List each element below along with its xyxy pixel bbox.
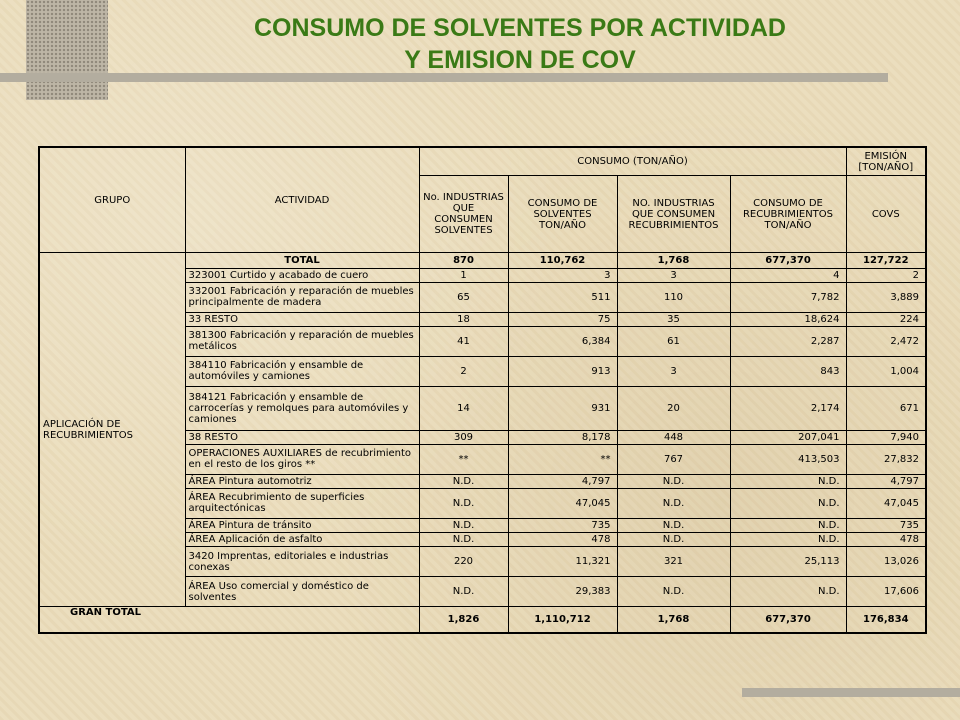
value-consumo-recub: N.D. xyxy=(730,577,846,607)
gran-total-consumo-solv: 1,110,712 xyxy=(508,606,617,633)
value-consumo-solv: 47,045 xyxy=(508,489,617,519)
header-grupo: GRUPO xyxy=(39,147,185,253)
header-no-industrias-solventes: No. INDUSTRIAS QUE CONSUMEN SOLVENTES xyxy=(419,176,508,253)
value-covs: 478 xyxy=(846,533,926,547)
value-consumo-recub: N.D. xyxy=(730,518,846,532)
total-label: TOTAL xyxy=(185,253,419,268)
value-no-ind-solv: 1 xyxy=(419,268,508,282)
value-covs: 1,004 xyxy=(846,356,926,386)
activity-cell: ÁREA Recubrimiento de superficies arquitectónicas xyxy=(185,489,419,519)
value-no-ind-recub: N.D. xyxy=(617,577,730,607)
total-no-ind-recub: 1,768 xyxy=(617,253,730,268)
value-no-ind-recub: 3 xyxy=(617,356,730,386)
value-no-ind-solv: N.D. xyxy=(419,489,508,519)
value-covs: 47,045 xyxy=(846,489,926,519)
header-consumo-solventes: CONSUMO DE SOLVENTES TON/AÑO xyxy=(508,176,617,253)
value-no-ind-solv: 65 xyxy=(419,283,508,313)
value-consumo-recub: N.D. xyxy=(730,474,846,488)
value-covs: 27,832 xyxy=(846,444,926,474)
value-consumo-solv: 511 xyxy=(508,283,617,313)
activity-cell: 38 RESTO xyxy=(185,430,419,444)
value-no-ind-solv: N.D. xyxy=(419,518,508,532)
value-covs: 13,026 xyxy=(846,547,926,577)
value-no-ind-recub: 110 xyxy=(617,283,730,313)
value-consumo-recub: 843 xyxy=(730,356,846,386)
value-no-ind-solv: 18 xyxy=(419,312,508,326)
header-actividad: ACTIVIDAD xyxy=(185,147,419,253)
value-consumo-recub: 4 xyxy=(730,268,846,282)
page-title-line2: Y EMISION DE COV xyxy=(404,46,636,74)
value-consumo-solv: 3 xyxy=(508,268,617,282)
header-consumo-recubrimientos: CONSUMO DE RECUBRIMIENTOS TON/AÑO xyxy=(730,176,846,253)
value-covs: 3,889 xyxy=(846,283,926,313)
value-no-ind-recub: N.D. xyxy=(617,518,730,532)
gran-total-label: GRAN TOTAL xyxy=(39,606,419,633)
value-covs: 671 xyxy=(846,386,926,430)
activity-cell: ÁREA Aplicación de asfalto xyxy=(185,533,419,547)
value-consumo-solv: 931 xyxy=(508,386,617,430)
value-covs: 17,606 xyxy=(846,577,926,607)
value-no-ind-solv: 220 xyxy=(419,547,508,577)
value-covs: 7,940 xyxy=(846,430,926,444)
value-no-ind-recub: N.D. xyxy=(617,533,730,547)
gran-total-consumo-recub: 677,370 xyxy=(730,606,846,633)
total-covs: 127,722 xyxy=(846,253,926,268)
value-no-ind-recub: 448 xyxy=(617,430,730,444)
value-covs: 2 xyxy=(846,268,926,282)
value-consumo-solv: 8,178 xyxy=(508,430,617,444)
value-no-ind-solv: 309 xyxy=(419,430,508,444)
value-covs: 4,797 xyxy=(846,474,926,488)
value-consumo-solv: 75 xyxy=(508,312,617,326)
value-no-ind-solv: 14 xyxy=(419,386,508,430)
activity-cell: 33 RESTO xyxy=(185,312,419,326)
header-emision-line1: EMISIÓN xyxy=(864,150,908,162)
gran-total-covs: 176,834 xyxy=(846,606,926,633)
gran-total-row xyxy=(39,606,926,633)
gran-total-no-ind-recub: 1,768 xyxy=(617,606,730,633)
value-no-ind-recub: 3 xyxy=(617,268,730,282)
value-consumo-recub: N.D. xyxy=(730,489,846,519)
value-consumo-solv: 478 xyxy=(508,533,617,547)
value-consumo-recub: N.D. xyxy=(730,533,846,547)
total-no-ind-solv: 870 xyxy=(419,253,508,268)
activity-cell: 384121 Fabricación y ensamble de carrocerías y remolques para automóviles y camiones xyxy=(185,386,419,430)
activity-cell: ÁREA Pintura de tránsito xyxy=(185,518,419,532)
header-consumo: CONSUMO (TON/AÑO) xyxy=(419,147,846,176)
value-consumo-recub: 413,503 xyxy=(730,444,846,474)
activity-cell: 3420 Imprentas, editoriales e industrias conexas xyxy=(185,547,419,577)
activity-cell: ÁREA Uso comercial y doméstico de solventes xyxy=(185,577,419,607)
value-no-ind-recub: N.D. xyxy=(617,489,730,519)
value-no-ind-recub: 767 xyxy=(617,444,730,474)
decorative-bottom-bar xyxy=(742,688,960,697)
value-consumo-solv: 11,321 xyxy=(508,547,617,577)
total-consumo-recub: 677,370 xyxy=(730,253,846,268)
value-consumo-solv: 4,797 xyxy=(508,474,617,488)
consumption-table xyxy=(38,146,927,634)
value-consumo-recub: 25,113 xyxy=(730,547,846,577)
page-title-line1: CONSUMO DE SOLVENTES POR ACTIVIDAD xyxy=(254,14,786,42)
value-covs: 2,472 xyxy=(846,327,926,357)
activity-cell: 381300 Fabricación y reparación de muebles metálicos xyxy=(185,327,419,357)
total-consumo-solv: 110,762 xyxy=(508,253,617,268)
header-emision-line2: [TON/AÑO] xyxy=(858,161,914,173)
value-consumo-recub: 207,041 xyxy=(730,430,846,444)
value-consumo-recub: 2,174 xyxy=(730,386,846,430)
value-no-ind-solv: N.D. xyxy=(419,474,508,488)
value-consumo-recub: 7,782 xyxy=(730,283,846,313)
value-no-ind-recub: 321 xyxy=(617,547,730,577)
header-emision xyxy=(846,147,926,176)
value-consumo-solv: ** xyxy=(508,444,617,474)
consumption-table-wrapper xyxy=(38,146,925,634)
total-row xyxy=(39,253,926,268)
value-consumo-solv: 29,383 xyxy=(508,577,617,607)
value-consumo-recub: 18,624 xyxy=(730,312,846,326)
value-consumo-solv: 6,384 xyxy=(508,327,617,357)
gran-total-no-ind-solv: 1,826 xyxy=(419,606,508,633)
group-label-cell: APLICACIÓN DE RECUBRIMIENTOS xyxy=(39,253,185,607)
header-covs: COVS xyxy=(846,176,926,253)
value-no-ind-recub: N.D. xyxy=(617,474,730,488)
value-no-ind-solv: 41 xyxy=(419,327,508,357)
value-consumo-solv: 913 xyxy=(508,356,617,386)
value-no-ind-solv: 2 xyxy=(419,356,508,386)
value-covs: 735 xyxy=(846,518,926,532)
activity-cell: 323001 Curtido y acabado de cuero xyxy=(185,268,419,282)
header-no-industrias-recubrimientos: NO. INDUSTRIAS QUE CONSUMEN RECUBRIMIENTOS xyxy=(617,176,730,253)
activity-cell: OPERACIONES AUXILIARES de recubrimiento en el resto de los giros ** xyxy=(185,444,419,474)
value-no-ind-solv: ** xyxy=(419,444,508,474)
activity-cell: 332001 Fabricación y reparación de muebles principalmente de madera xyxy=(185,283,419,313)
value-consumo-solv: 735 xyxy=(508,518,617,532)
value-consumo-recub: 2,287 xyxy=(730,327,846,357)
value-covs: 224 xyxy=(846,312,926,326)
value-no-ind-recub: 35 xyxy=(617,312,730,326)
value-no-ind-solv: N.D. xyxy=(419,577,508,607)
activity-cell: 384110 Fabricación y ensamble de automóviles y camiones xyxy=(185,356,419,386)
value-no-ind-recub: 61 xyxy=(617,327,730,357)
value-no-ind-solv: N.D. xyxy=(419,533,508,547)
value-no-ind-recub: 20 xyxy=(617,386,730,430)
activity-cell: ÁREA Pintura automotriz xyxy=(185,474,419,488)
